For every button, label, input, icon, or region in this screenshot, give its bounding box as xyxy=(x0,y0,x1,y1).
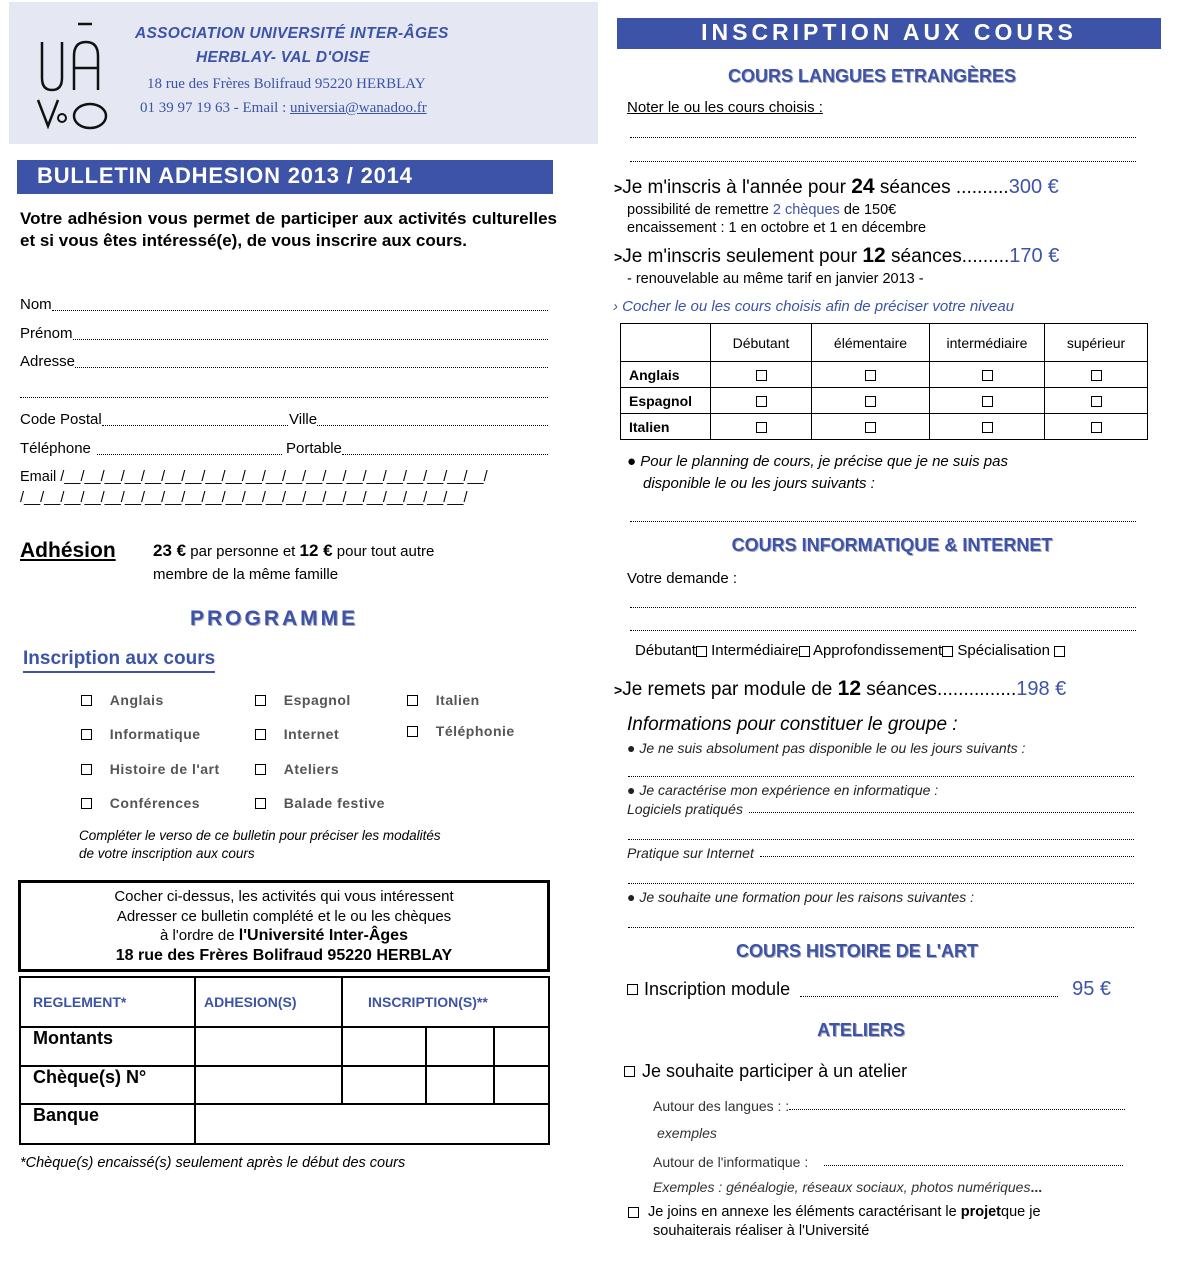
checkbox-icon[interactable] xyxy=(942,646,953,657)
instructions-box xyxy=(18,880,550,972)
annee-text: Je m'inscris à l'année pour xyxy=(622,177,852,198)
checkbox-icon[interactable] xyxy=(865,422,876,433)
nom-label: Nom xyxy=(20,296,52,313)
checkbox-icon[interactable] xyxy=(255,695,266,706)
italien-debutant-cell[interactable] xyxy=(711,414,812,440)
code-postal-field[interactable] xyxy=(20,411,288,429)
language-espagnol: Espagnol xyxy=(621,388,711,414)
org-line-1: ASSOCIATION UNIVERSITÉ INTER-ÂGES xyxy=(135,25,449,42)
course-label: Italien xyxy=(435,692,480,708)
courses-title: INSCRIPTION AUX COURS xyxy=(701,19,1077,45)
espagnol-debutant-cell[interactable] xyxy=(711,388,812,414)
course-label: Informatique xyxy=(109,726,201,742)
course-internet[interactable] xyxy=(255,726,339,744)
anglais-elementaire-cell[interactable] xyxy=(812,362,930,388)
org-contact xyxy=(140,100,427,117)
course-conferences[interactable] xyxy=(81,795,200,813)
arrow-icon: > xyxy=(614,682,623,698)
portable-label: Portable xyxy=(286,440,342,457)
annee-note-2: encaissement : 1 en octobre et 1 en décembre xyxy=(627,220,927,236)
checkbox-icon[interactable] xyxy=(81,798,92,809)
checkbox-icon[interactable] xyxy=(756,422,767,433)
atelier-label: Je souhaite participer à un atelier xyxy=(642,1061,908,1081)
course-informatique[interactable] xyxy=(81,726,201,744)
projet-text-2: souhaiterais réaliser à l'Université xyxy=(653,1223,870,1239)
banque-label: Banque xyxy=(20,1104,195,1144)
experience-question xyxy=(627,782,938,798)
checkbox-icon[interactable] xyxy=(756,370,767,381)
language-level-table xyxy=(620,323,1148,440)
annee-note-1c: de 150€ xyxy=(839,202,897,218)
verso-note-1: Compléter le verso de ce bulletin pour préciser les modalités xyxy=(79,828,441,843)
dispo-line[interactable] xyxy=(628,763,1134,777)
checkbox-icon[interactable] xyxy=(756,396,767,407)
bullet-icon: ● xyxy=(627,740,636,756)
seul-price: 170 € xyxy=(1009,245,1060,267)
intro-text: Votre adhésion vous permet de participer aux activités culturelles et si vous êtes intéressé(e), de vous inscrire aux cours. xyxy=(20,209,557,250)
formation-question xyxy=(627,889,974,905)
level-header-elementaire: élémentaire xyxy=(812,324,930,362)
reglement-header: REGLEMENT* xyxy=(20,977,195,1027)
internet-field[interactable] xyxy=(627,845,1134,861)
cocher-niveau xyxy=(613,298,1014,315)
langues-title: COURS LANGUES ETRANGÈRES xyxy=(727,66,1017,86)
course-label: Espagnol xyxy=(283,692,351,708)
telephone-field[interactable] xyxy=(20,440,282,458)
telephone-label: Téléphone xyxy=(20,440,91,457)
montants-inscription-cell-3[interactable] xyxy=(494,1027,549,1065)
exemples-label: exemples xyxy=(657,1125,717,1141)
instructions-line-2: Adresser ce bulletin complété et le ou les chèques xyxy=(116,907,452,925)
seul-text-2: séances......... xyxy=(885,246,1010,267)
course-label: Balade festive xyxy=(283,795,385,811)
prenom-field[interactable] xyxy=(20,325,548,343)
language-anglais: Anglais xyxy=(621,362,711,388)
code-postal-label: Code Postal xyxy=(20,411,102,428)
info-level-approfondissement: Approfondissement xyxy=(812,642,943,659)
instructions-line-1: Cocher ci-dessus, les activités qui vous intéressent xyxy=(114,888,454,905)
italien-elementaire-cell[interactable] xyxy=(812,414,930,440)
arrow-icon: > xyxy=(614,180,623,196)
experience-text: Je caractérise mon expérience en informatique : xyxy=(639,782,939,798)
exemples-info: Exemples : généalogie, réseaux sociaux, photos numériques... xyxy=(653,1179,1043,1195)
instructions-line-3 xyxy=(21,926,547,946)
membership-title: BULLETIN ADHESION 2013 / 2014 xyxy=(37,163,413,188)
checkbox-icon[interactable] xyxy=(865,370,876,381)
email-label: Email / xyxy=(20,469,65,485)
annee-price: 300 € xyxy=(1008,176,1059,198)
module-num: 12 xyxy=(837,677,861,700)
module-option[interactable] xyxy=(614,677,1154,701)
instructions-payee: l'Université Inter-Âges xyxy=(238,927,408,944)
instructions-ordre: à l'ordre de xyxy=(160,927,239,944)
checkbox-icon[interactable] xyxy=(1091,370,1102,381)
course-label: Conférences xyxy=(109,795,201,811)
formation-line[interactable] xyxy=(628,914,1134,928)
org-address: 18 rue des Frères Bolifraud 95220 HERBLAY xyxy=(147,76,426,92)
histoire-module-label: Inscription module xyxy=(644,979,791,999)
instructions-address: 18 rue des Frères Bolifraud 95220 HERBLAY xyxy=(115,946,453,964)
histoire-price: 95 € xyxy=(1072,978,1112,1000)
logiciels-label: Logiciels pratiqués xyxy=(627,801,743,817)
programme-title: PROGRAMME xyxy=(190,607,359,630)
checkbox-icon[interactable] xyxy=(982,370,993,381)
projet-option[interactable] xyxy=(628,1203,1041,1241)
logo xyxy=(34,20,114,132)
projet-text-c: que je xyxy=(1001,1204,1041,1220)
info-levels xyxy=(635,642,1065,659)
adhesion-price-2: 12 € xyxy=(299,541,333,560)
info-level-specialisation: Spécialisation xyxy=(957,642,1050,659)
ville-field[interactable] xyxy=(289,411,548,429)
checkbox-icon[interactable] xyxy=(255,729,266,740)
verso-note-2: de votre inscription aux cours xyxy=(79,846,255,861)
level-header-intermediaire: intermédiaire xyxy=(930,324,1045,362)
module-text: Je remets par module de xyxy=(622,679,838,700)
course-label: Ateliers xyxy=(283,761,340,777)
adresse-field[interactable] xyxy=(20,353,548,371)
inscription-cours-title: Inscription aux cours xyxy=(23,648,215,673)
projet-text-b: projet xyxy=(960,1204,1002,1220)
bullet-icon: › xyxy=(613,298,618,315)
atelier-option[interactable] xyxy=(624,1061,907,1082)
module-price: 198 € xyxy=(1016,678,1067,700)
italien-intermediaire-cell[interactable] xyxy=(930,414,1045,440)
payment-table xyxy=(19,976,550,1145)
projet-text-a: Je joins en annexe les éléments caractérisant le xyxy=(648,1204,957,1220)
course-italien[interactable] xyxy=(407,692,480,710)
seul-text: Je m'inscris seulement pour xyxy=(622,246,863,267)
inscription-header: INSCRIPTION(S)** xyxy=(342,977,549,1027)
dispo-question xyxy=(627,740,1025,756)
espagnol-elementaire-cell[interactable] xyxy=(812,388,930,414)
checkbox-icon[interactable] xyxy=(627,984,638,995)
adhesion-text-3: membre de la même famille xyxy=(153,566,339,583)
adresse-label: Adresse xyxy=(20,353,76,370)
ateliers-title: ATELIERS xyxy=(817,1020,905,1040)
montants-inscription-cell-2[interactable] xyxy=(426,1027,494,1065)
email-boxes-1: __/__/__/__/__/__/__/__/__/__/__/__/__/__/__/__/__/__/__/__/__/ xyxy=(64,469,488,485)
annee-note-1b: 2 chèques xyxy=(772,202,840,218)
planning-line-2: disponible le ou les jours suivants : xyxy=(643,475,875,492)
anglais-intermediaire-cell[interactable] xyxy=(930,362,1045,388)
checkbox-icon[interactable] xyxy=(628,1207,639,1218)
montants-label: Montants xyxy=(20,1027,195,1065)
cheques-adhesion-cell[interactable] xyxy=(195,1066,342,1104)
cheques-inscription-cell-3[interactable] xyxy=(494,1066,549,1104)
cheques-inscription-cell-1[interactable] xyxy=(342,1066,426,1104)
adhesion-text-2: pour tout autre xyxy=(336,543,435,560)
level-table-corner xyxy=(621,324,711,362)
cocher-niveau-text: Cocher le ou les cours choisis afin de préciser votre niveau xyxy=(622,298,1015,315)
course-anglais[interactable] xyxy=(81,692,164,710)
langues-atelier-field[interactable] xyxy=(653,1098,1125,1114)
module-text-2: séances............... xyxy=(861,679,1017,700)
course-ateliers[interactable] xyxy=(255,761,339,779)
checkbox-icon[interactable] xyxy=(255,798,266,809)
annee-num: 24 xyxy=(851,175,875,198)
portable-field[interactable] xyxy=(286,440,548,458)
seul-num: 12 xyxy=(862,244,886,267)
arrow-icon: > xyxy=(614,249,623,265)
info-atelier-label: Autour de l'informatique : xyxy=(653,1154,809,1170)
logiciels-field[interactable] xyxy=(627,801,1134,817)
checkbox-icon[interactable] xyxy=(982,396,993,407)
adhesion-price-1: 23 € xyxy=(153,541,187,560)
org-line-2: HERBLAY- VAL D'OISE xyxy=(196,49,370,66)
espagnol-intermediaire-cell[interactable] xyxy=(930,388,1045,414)
checkbox-icon[interactable] xyxy=(865,396,876,407)
seul-note: - renouvelable au même tarif en janvier 2013 - xyxy=(627,271,924,287)
level-header-superieur: supérieur xyxy=(1045,324,1148,362)
info-level-debutant: Débutant xyxy=(635,642,696,659)
cheques-inscription-cell-2[interactable] xyxy=(426,1066,494,1104)
dispo-text: Je ne suis absolument pas disponible le ou les jours suivants : xyxy=(639,740,1026,756)
planning-note xyxy=(627,451,1008,495)
adhesion-header: ADHESION(S) xyxy=(195,977,342,1027)
montants-inscription-cell-1[interactable] xyxy=(342,1027,426,1065)
course-label: Anglais xyxy=(109,692,164,708)
checkbox-icon[interactable] xyxy=(1054,646,1065,657)
demande-line-1[interactable] xyxy=(630,594,1136,608)
italien-superieur-cell[interactable] xyxy=(1045,414,1148,440)
email-field[interactable] xyxy=(20,469,560,485)
org-phone: 01 39 97 19 63 - Email : xyxy=(140,100,290,116)
checkbox-icon[interactable] xyxy=(624,1066,635,1077)
membership-banner xyxy=(17,160,553,194)
internet-label: Pratique sur Internet xyxy=(627,845,754,861)
email-boxes-2: /__/__/__/__/__/__/__/__/__/__/__/__/__/__/__/__/__/__/__/__/__/__/ xyxy=(20,490,468,506)
histoire-title: COURS HISTOIRE DE L'ART xyxy=(736,941,978,961)
checkbox-icon[interactable] xyxy=(982,422,993,433)
course-espagnol[interactable] xyxy=(255,692,351,710)
checkbox-icon[interactable] xyxy=(696,646,707,657)
demande-label: Votre demande : xyxy=(627,570,738,587)
bullet-icon: ● xyxy=(627,782,636,798)
checkbox-icon[interactable] xyxy=(1091,396,1102,407)
nom-field[interactable] xyxy=(20,296,548,314)
montants-adhesion-cell[interactable] xyxy=(195,1027,342,1065)
annee-text-2: séances .......... xyxy=(874,177,1009,198)
histoire-option[interactable] xyxy=(627,978,1152,1001)
course-telephonie[interactable] xyxy=(407,723,515,741)
bullet-icon: ● xyxy=(627,889,636,905)
courses-banner xyxy=(617,18,1161,49)
exemples-info-text: Exemples : généalogie, réseaux sociaux, photos numériques xyxy=(653,1179,1031,1195)
anglais-superieur-cell[interactable] xyxy=(1045,362,1148,388)
planning-answer-line[interactable] xyxy=(630,508,1136,522)
espagnol-superieur-cell[interactable] xyxy=(1045,388,1148,414)
internet-line-2[interactable] xyxy=(628,870,1134,884)
prenom-label: Prénom xyxy=(20,325,73,342)
noter-line-2[interactable] xyxy=(630,148,1136,162)
course-balade-festive[interactable] xyxy=(255,795,385,813)
checkbox-icon[interactable] xyxy=(81,764,92,775)
adhesion-pricing xyxy=(153,541,434,561)
checkbox-icon[interactable] xyxy=(81,695,92,706)
informatique-title: COURS INFORMATIQUE & INTERNET xyxy=(731,535,1053,555)
checkbox-icon[interactable] xyxy=(81,729,92,740)
info-level-intermediaire: Intermédiaire xyxy=(711,642,799,659)
anglais-debutant-cell[interactable] xyxy=(711,362,812,388)
formation-text: Je souhaite une formation pour les raisons suivantes : xyxy=(639,889,974,905)
email-field-2[interactable] xyxy=(20,490,560,506)
course-histoire-art[interactable] xyxy=(81,761,220,779)
planning-line-1: Pour le planning de cours, je précise que je ne suis pas xyxy=(640,453,1008,470)
annee-note-1 xyxy=(627,202,896,218)
noter-label: Noter le ou les cours choisis : xyxy=(627,99,823,116)
cheques-label: Chèque(s) N° xyxy=(20,1066,195,1104)
groupe-title: Informations pour constituer le groupe : xyxy=(627,714,958,735)
course-label: Histoire de l'art xyxy=(109,761,220,777)
seul-option[interactable] xyxy=(614,244,1154,268)
ville-label: Ville xyxy=(289,411,318,428)
checkbox-icon[interactable] xyxy=(407,726,418,737)
info-atelier-field[interactable] xyxy=(653,1154,1123,1170)
demande-line-2[interactable] xyxy=(630,617,1136,631)
checkbox-icon[interactable] xyxy=(255,764,266,775)
checkbox-icon[interactable] xyxy=(407,695,418,706)
checkbox-icon[interactable] xyxy=(1091,422,1102,433)
payment-footnote: *Chèque(s) encaissé(s) seulement après le début des cours xyxy=(20,1155,406,1171)
adresse-line-2[interactable] xyxy=(20,384,548,398)
bullet-icon: ● xyxy=(627,453,637,470)
language-italien: Italien xyxy=(621,414,711,440)
level-header-debutant: Débutant xyxy=(711,324,812,362)
adhesion-text-1: par personne et xyxy=(190,543,296,560)
annee-note-1a: possibilité de remettre xyxy=(627,202,773,218)
langues-atelier-label: Autour des langues : : xyxy=(653,1098,790,1114)
logiciels-line-2[interactable] xyxy=(628,826,1134,840)
adhesion-label: Adhésion xyxy=(20,539,116,562)
course-label: Téléphonie xyxy=(435,723,515,739)
course-label: Internet xyxy=(283,726,340,742)
org-email-link[interactable]: universia@wanadoo.fr xyxy=(290,100,427,116)
annee-option[interactable] xyxy=(614,175,1154,199)
noter-line-1[interactable] xyxy=(630,124,1136,138)
checkbox-icon[interactable] xyxy=(799,646,810,657)
banque-cell[interactable] xyxy=(195,1104,549,1144)
